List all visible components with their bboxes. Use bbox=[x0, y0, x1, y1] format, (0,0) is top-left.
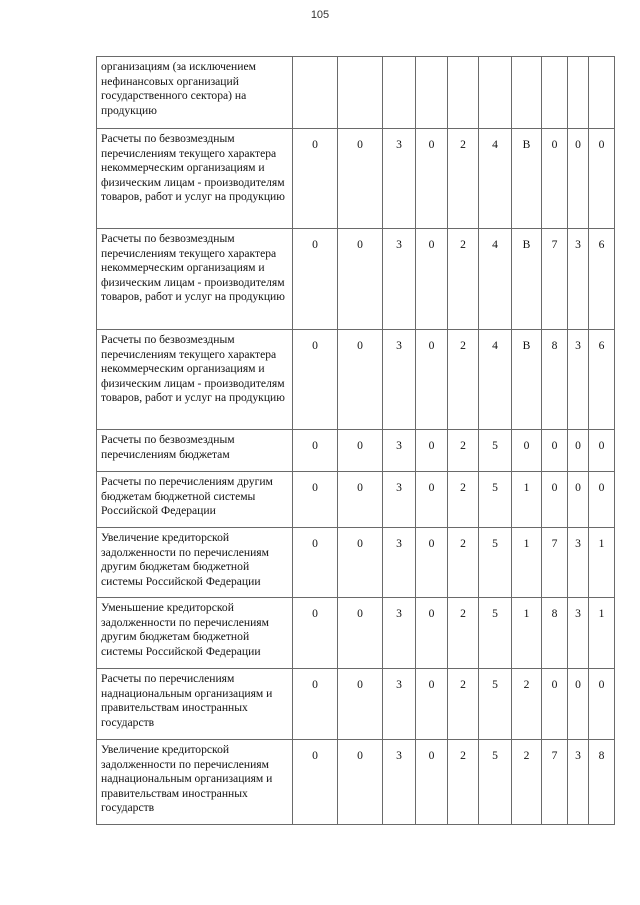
code-digit-1: 0 bbox=[293, 430, 338, 472]
code-digit-7: В bbox=[512, 330, 542, 430]
code-digit-3: 3 bbox=[383, 472, 416, 528]
code-digit-1: 0 bbox=[293, 528, 338, 598]
code-digit-4: 0 bbox=[416, 129, 448, 229]
code-digit-5: 2 bbox=[448, 129, 479, 229]
code-digit-6: 5 bbox=[479, 598, 512, 669]
code-digit-2: 0 bbox=[338, 430, 383, 472]
row-description: Расчеты по безвозмездным перечислениям текущего характера некоммерческим организациям и физическим лицам - производителям товаров, работ и услуг на продукцию bbox=[97, 229, 293, 330]
code-digit-9: 3 bbox=[568, 598, 589, 669]
account-codes-table bbox=[96, 56, 615, 825]
code-digit-4: 0 bbox=[416, 229, 448, 330]
code-digit-2: 0 bbox=[338, 740, 383, 825]
code-digit-10: 6 bbox=[589, 330, 615, 430]
code-digit-6: 4 bbox=[479, 229, 512, 330]
code-digit-8: 0 bbox=[542, 430, 568, 472]
code-digit-5: 2 bbox=[448, 598, 479, 669]
table-row bbox=[97, 330, 615, 430]
code-digit-3: 3 bbox=[383, 229, 416, 330]
table-row bbox=[97, 430, 615, 472]
code-digit-5: 2 bbox=[448, 528, 479, 598]
code-digit-7: 1 bbox=[512, 598, 542, 669]
row-description: организациям (за исключением нефинансовых организаций государственного сектора) на продукцию bbox=[97, 57, 293, 129]
code-digit-9: 3 bbox=[568, 330, 589, 430]
code-digit-10: 0 bbox=[589, 472, 615, 528]
code-digit-6 bbox=[479, 57, 512, 129]
code-digit-6: 5 bbox=[479, 430, 512, 472]
code-digit-9: 3 bbox=[568, 229, 589, 330]
code-digit-3: 3 bbox=[383, 669, 416, 740]
code-digit-10: 6 bbox=[589, 229, 615, 330]
code-digit-8: 7 bbox=[542, 740, 568, 825]
code-digit-2 bbox=[338, 57, 383, 129]
code-digit-8: 0 bbox=[542, 472, 568, 528]
code-digit-8: 8 bbox=[542, 598, 568, 669]
code-digit-8 bbox=[542, 57, 568, 129]
code-digit-3: 3 bbox=[383, 598, 416, 669]
code-digit-9: 0 bbox=[568, 430, 589, 472]
code-digit-4: 0 bbox=[416, 430, 448, 472]
code-digit-3: 3 bbox=[383, 129, 416, 229]
code-digit-1 bbox=[293, 57, 338, 129]
code-digit-9: 0 bbox=[568, 669, 589, 740]
code-digit-3: 3 bbox=[383, 330, 416, 430]
code-digit-5: 2 bbox=[448, 330, 479, 430]
code-digit-8: 0 bbox=[542, 129, 568, 229]
code-digit-10: 0 bbox=[589, 430, 615, 472]
code-digit-1: 0 bbox=[293, 229, 338, 330]
code-digit-1: 0 bbox=[293, 472, 338, 528]
row-description: Уменьшение кредиторской задолженности по перечислениям другим бюджетам бюджетной системы Российской Федерации bbox=[97, 598, 293, 669]
row-description: Расчеты по безвозмездным перечислениям бюджетам bbox=[97, 430, 293, 472]
code-digit-1: 0 bbox=[293, 740, 338, 825]
code-digit-4: 0 bbox=[416, 330, 448, 430]
code-digit-2: 0 bbox=[338, 669, 383, 740]
code-digit-6: 5 bbox=[479, 528, 512, 598]
code-digit-2: 0 bbox=[338, 472, 383, 528]
code-digit-7: 0 bbox=[512, 430, 542, 472]
code-digit-10: 0 bbox=[589, 669, 615, 740]
code-digit-6: 5 bbox=[479, 669, 512, 740]
row-description: Увеличение кредиторской задолженности по перечислениям наднациональным организациям и правительствам иностранных государств bbox=[97, 740, 293, 825]
code-digit-7: В bbox=[512, 229, 542, 330]
table-row bbox=[97, 129, 615, 229]
table-row bbox=[97, 669, 615, 740]
code-digit-4: 0 bbox=[416, 598, 448, 669]
code-digit-2: 0 bbox=[338, 330, 383, 430]
table-row bbox=[97, 740, 615, 825]
code-digit-9: 3 bbox=[568, 740, 589, 825]
code-digit-7: В bbox=[512, 129, 542, 229]
code-digit-6: 4 bbox=[479, 330, 512, 430]
code-digit-3: 3 bbox=[383, 740, 416, 825]
code-digit-7: 2 bbox=[512, 740, 542, 825]
row-description: Расчеты по перечислениям другим бюджетам бюджетной системы Российской Федерации bbox=[97, 472, 293, 528]
code-digit-10: 1 bbox=[589, 598, 615, 669]
code-digit-1: 0 bbox=[293, 669, 338, 740]
table-row bbox=[97, 229, 615, 330]
table-row bbox=[97, 528, 615, 598]
code-digit-4: 0 bbox=[416, 472, 448, 528]
table-row bbox=[97, 472, 615, 528]
code-digit-4: 0 bbox=[416, 528, 448, 598]
table-row bbox=[97, 598, 615, 669]
code-digit-8: 7 bbox=[542, 229, 568, 330]
row-description: Расчеты по безвозмездным перечислениям текущего характера некоммерческим организациям и физическим лицам - производителям товаров, работ и услуг на продукцию bbox=[97, 129, 293, 229]
code-digit-8: 0 bbox=[542, 669, 568, 740]
code-digit-1: 0 bbox=[293, 598, 338, 669]
code-digit-8: 8 bbox=[542, 330, 568, 430]
code-digit-8: 7 bbox=[542, 528, 568, 598]
code-digit-4: 0 bbox=[416, 740, 448, 825]
table-row bbox=[97, 57, 615, 129]
code-digit-5: 2 bbox=[448, 430, 479, 472]
code-digit-2: 0 bbox=[338, 598, 383, 669]
code-digit-9 bbox=[568, 57, 589, 129]
code-digit-9: 0 bbox=[568, 472, 589, 528]
code-digit-2: 0 bbox=[338, 229, 383, 330]
code-digit-6: 4 bbox=[479, 129, 512, 229]
code-digit-7: 1 bbox=[512, 472, 542, 528]
page-number: 105 bbox=[310, 9, 330, 21]
code-digit-5: 2 bbox=[448, 740, 479, 825]
code-digit-3: 3 bbox=[383, 430, 416, 472]
code-digit-9: 0 bbox=[568, 129, 589, 229]
code-digit-10 bbox=[589, 57, 615, 129]
code-digit-5: 2 bbox=[448, 472, 479, 528]
code-digit-7 bbox=[512, 57, 542, 129]
code-digit-4: 0 bbox=[416, 669, 448, 740]
code-digit-7: 2 bbox=[512, 669, 542, 740]
code-digit-10: 8 bbox=[589, 740, 615, 825]
code-digit-6: 5 bbox=[479, 472, 512, 528]
code-digit-2: 0 bbox=[338, 129, 383, 229]
code-digit-2: 0 bbox=[338, 528, 383, 598]
code-digit-6: 5 bbox=[479, 740, 512, 825]
code-digit-4 bbox=[416, 57, 448, 129]
code-digit-3: 3 bbox=[383, 528, 416, 598]
code-digit-10: 0 bbox=[589, 129, 615, 229]
code-digit-5: 2 bbox=[448, 669, 479, 740]
code-digit-1: 0 bbox=[293, 330, 338, 430]
code-digit-1: 0 bbox=[293, 129, 338, 229]
code-digit-10: 1 bbox=[589, 528, 615, 598]
code-digit-5: 2 bbox=[448, 229, 479, 330]
code-digit-9: 3 bbox=[568, 528, 589, 598]
table-body bbox=[97, 57, 615, 825]
code-digit-5 bbox=[448, 57, 479, 129]
code-digit-7: 1 bbox=[512, 528, 542, 598]
code-digit-3 bbox=[383, 57, 416, 129]
row-description: Увеличение кредиторской задолженности по перечислениям другим бюджетам бюджетной системы Российской Федерации bbox=[97, 528, 293, 598]
row-description: Расчеты по безвозмездным перечислениям текущего характера некоммерческим организациям и физическим лицам - производителям товаров, работ и услуг на продукцию bbox=[97, 330, 293, 430]
row-description: Расчеты по перечислениям наднациональным организациям и правительствам иностранных государств bbox=[97, 669, 293, 740]
